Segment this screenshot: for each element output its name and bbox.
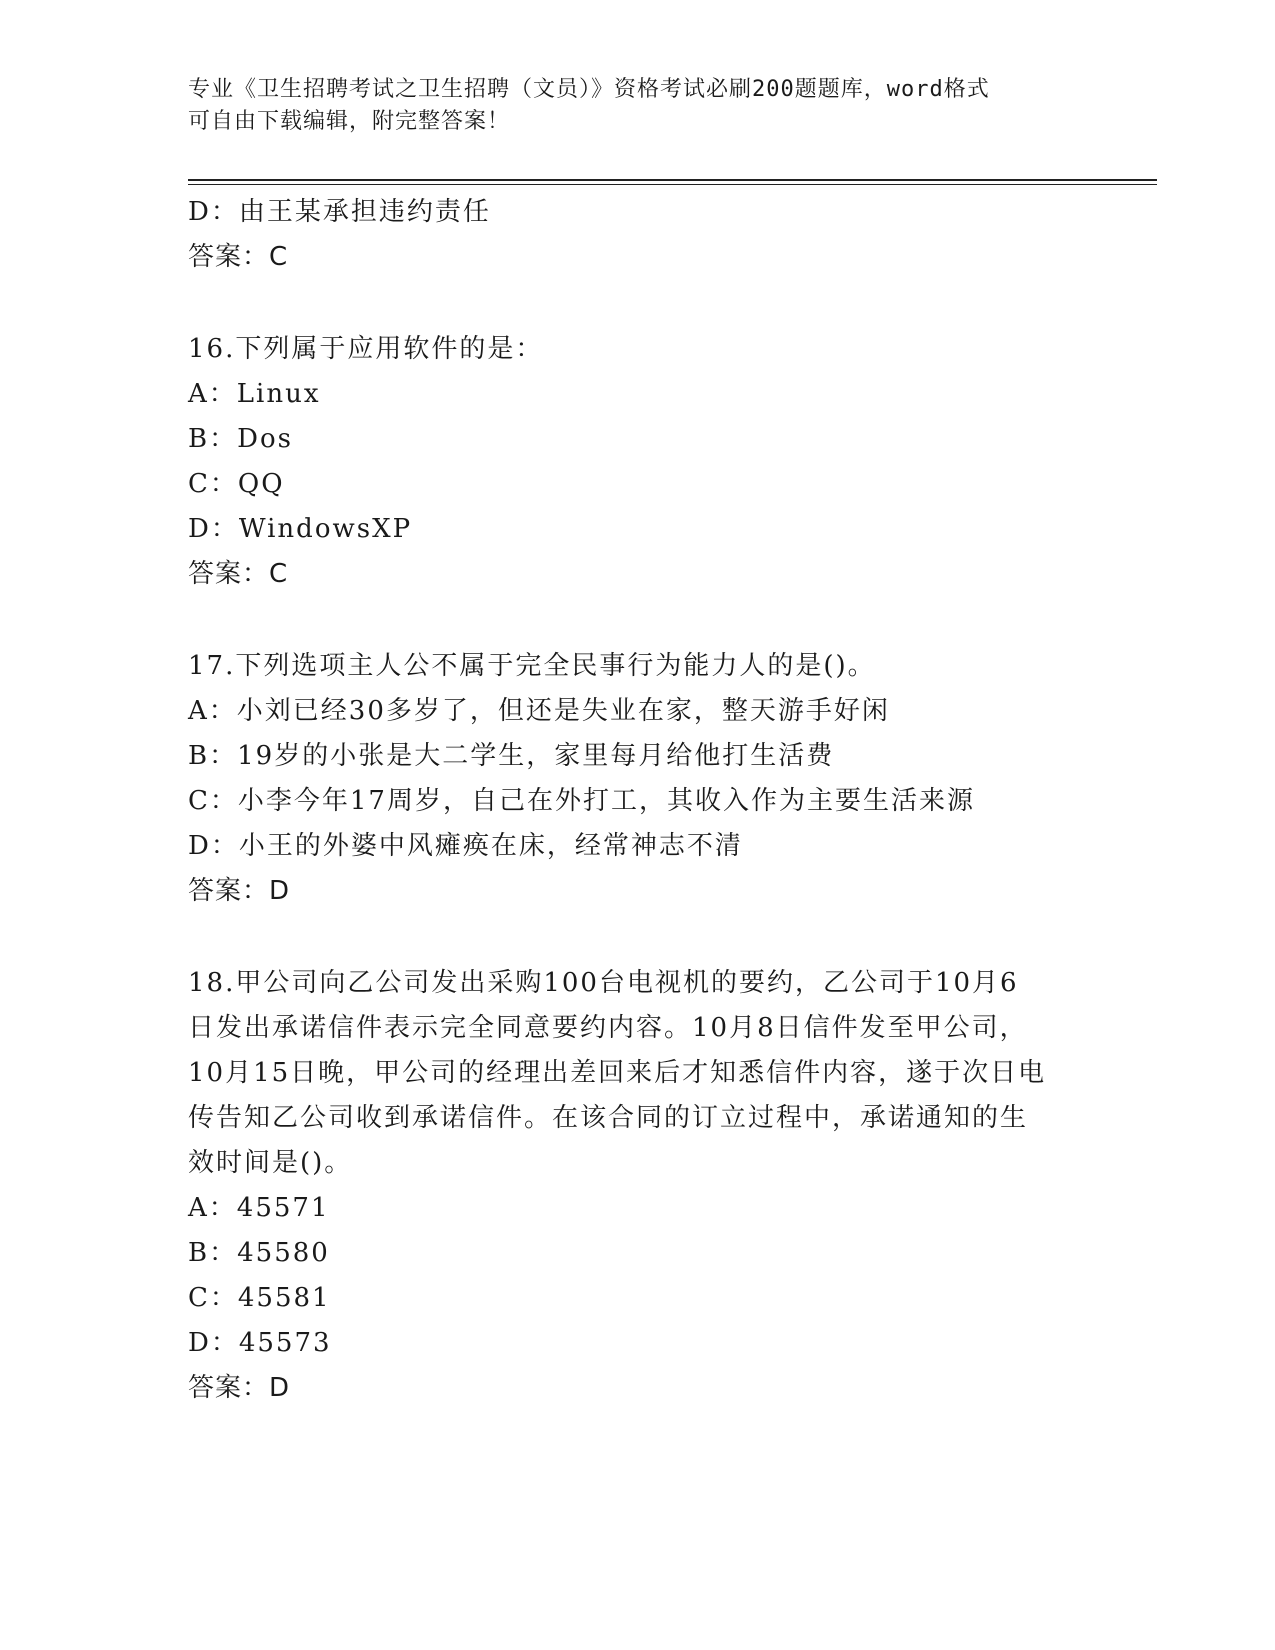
question-18-option-a: A：45571 <box>188 1193 330 1223</box>
question-17-answer: 答案：D <box>188 876 291 906</box>
question-16-option-b: B：Dos <box>188 424 293 454</box>
header-divider-thin <box>188 184 1157 185</box>
question-18-option-d: D：45573 <box>188 1328 332 1358</box>
question-16 <box>188 327 1088 597</box>
question-16-stem: 16.下列属于应用软件的是： <box>188 334 544 364</box>
question-18-answer: 答案：D <box>188 1373 291 1403</box>
question-18-stem-line-3: 10月15日晚，甲公司的经理出差回来后才知悉信件内容，遂于次日电 <box>188 1058 1047 1088</box>
question-17 <box>188 644 1088 914</box>
question-18-option-b: B：45580 <box>188 1238 330 1268</box>
question-17-stem: 17.下列选项主人公不属于完全民事行为能力人的是()。 <box>188 651 876 681</box>
header-line-1: 专业《卫生招聘考试之卫生招聘（文员）》资格考试必刷200题题库，word格式 <box>188 77 990 102</box>
question-18-stem-line-2: 日发出承诺信件表示完全同意要约内容。10月8日信件发至甲公司， <box>188 1013 1028 1043</box>
prev-question-answer: 答案：C <box>188 242 289 272</box>
question-16-option-d: D：WindowsXP <box>188 514 413 544</box>
document-header <box>188 74 1088 138</box>
question-18-stem-line-5: 效时间是()。 <box>188 1148 353 1178</box>
prev-question-option-d: D：由王某承担违约责任 <box>188 197 491 227</box>
question-16-answer: 答案：C <box>188 559 289 589</box>
header-line-2: 可自由下载编辑，附完整答案！ <box>188 109 511 134</box>
question-16-option-c: C：QQ <box>188 469 285 499</box>
question-18-option-c: C：45581 <box>188 1283 331 1313</box>
header-divider-thick <box>188 179 1157 181</box>
question-17-option-a: A：小刘已经30多岁了，但还是失业在家，整天游手好闲 <box>188 696 890 726</box>
question-list <box>188 190 1088 1411</box>
question-17-option-d: D：小王的外婆中风瘫痪在床，经常神志不清 <box>188 831 743 861</box>
question-16-option-a: A：Linux <box>188 379 321 409</box>
question-18 <box>188 961 1088 1411</box>
question-17-option-c: C：小李今年17周岁，自己在外打工，其收入作为主要生活来源 <box>188 786 975 816</box>
question-18-stem-line-1: 18.甲公司向乙公司发出采购100台电视机的要约，乙公司于10月6 <box>188 968 1019 998</box>
question-18-stem-line-4: 传告知乙公司收到承诺信件。在该合同的订立过程中，承诺通知的生 <box>188 1103 1029 1133</box>
question-17-option-b: B：19岁的小张是大二学生，家里每月给他打生活费 <box>188 741 835 771</box>
